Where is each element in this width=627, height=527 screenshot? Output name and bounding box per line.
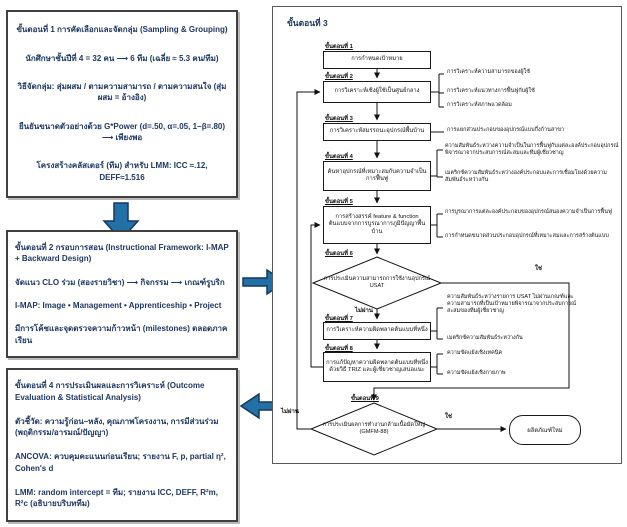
step3-flow-panel xyxy=(272,6,622,464)
step1-label: ขั้นตอนที่ 1 xyxy=(325,44,353,50)
box4-line-lmm: LMM: random intercept = ทีม; รายงาน ICC, DEFF, R²m, R²c (อธิบายบริบททีม) xyxy=(15,487,219,509)
step2-ann-environment: การวิเคราะห์สภาพแวดล้อม xyxy=(447,102,512,108)
step4-ann-matrix: เมตริกซ์ความสัมพันธ์ระหว่างองค์ประกอบและการเชื่อมโยงด้วยความสัมพันธ์ระหว่างกัน xyxy=(445,170,607,184)
step2-ann-user-ability: การวิเคราะห์ความสามารถของผู้ใช้ xyxy=(447,69,530,75)
step7-ann-usat-relation: ความสัมพันธ์ระหว่างรายการ USAT ไม่ผ่านเกณฑ์และความสามารถที่เป็นเป้าหมายพิจารณาจากประสบการณ์สะสมของทีมผู้เชี่ยวชาญ xyxy=(447,294,577,315)
step3-box: การวิเคราะห์สมรรถนะอุปกรณ์พื้นบ้าน xyxy=(323,123,431,141)
step5-ann-integration: การบูรณาการแต่ละองค์ประกอบของอุปกรณ์สนองความจำเป็นการฟื้นฟู xyxy=(445,209,612,215)
flow-panel-title: ขั้นตอนที่ 3 xyxy=(287,18,328,28)
box1-line-cluster: โครงสร้างคลัสเตอร์ (ทีม) สำหรับ LMM: ICC ≈.12, DEFF≈1.516 xyxy=(36,161,208,183)
step2-box: การวิเคราะห์เชิงผู้ใช้เป็นศูนย์กลาง xyxy=(323,81,431,103)
outcome-evaluation-box xyxy=(6,368,238,522)
step6-label: ขั้นตอนที่ 6 xyxy=(325,251,353,257)
step2-label: ขั้นตอนที่ 2 xyxy=(325,74,353,80)
box2-title: ขั้นตอนที่ 2 กรอบการสอน (Instructional Framework: I-MAP + Backward Design) xyxy=(15,242,229,264)
box2-line-milestones: มีการโค้ชและจุดตรวจความก้าวหน้า (milestones) ตลอดภาคเรียน xyxy=(15,324,228,345)
box1-title: ขั้นตอนที่ 1 การคัดเลือกและจัดกลุ่ม (Sampling & Grouping) xyxy=(16,25,228,35)
sampling-grouping-box xyxy=(6,10,238,198)
step6-yes-label: ใช่ xyxy=(535,266,543,272)
step7-ann-matrix: เมตริกซ์ความสัมพันธ์ระหว่างกัน xyxy=(447,335,523,341)
box2-line-clo: จัดแนว CLO ร่วม (สองรายวิชา) ⟶ กิจกรรม ⟶ เกณฑ์รูบริก xyxy=(15,277,225,287)
step5-ann-sizing: การกำหนดขนาดส่วนประกอบอุปกรณ์ที่เหมาะสมและการสร้างต้นแบบ xyxy=(445,233,609,239)
step6-decision-text: การประเมินความสามารถการใช้งานอุปกรณ์ USAT xyxy=(323,276,431,289)
new-product-terminal: ผลิตภัณฑ์ใหม่ xyxy=(509,415,581,445)
step9-fail-label: ไม่ผ่าน xyxy=(281,409,299,415)
step7-box: การวิเคราะห์ความผิดพลาดต้นแบบที่หนึ่ง xyxy=(323,322,431,340)
box2-line-imap: I-MAP: Image • Management • Apprenticeship • Project xyxy=(15,300,222,310)
step9-decision-text: การประเมินผลการทำงานกล้ามเนื้อมัดใหญ่ (GMFM-88) xyxy=(322,422,426,435)
step1-box: การกำหนดเป้าหมาย xyxy=(323,51,431,69)
step7-label: ขั้นตอนที่ 7 xyxy=(325,316,353,322)
instructional-framework-box xyxy=(6,230,238,358)
step2-ann-rehab-approach: การวิเคราะห์แนวทางการฟื้นฟูกับผู้ใช้ xyxy=(447,88,535,94)
box4-title: ขั้นตอนที่ 4 การประเมินผลและการวิเคราะห์ (Outcome Evaluation & Statistical Analysis) xyxy=(15,381,205,402)
step8-ann-physical-conflict: ความขัดแย้งเชิงกายภาพ xyxy=(447,370,506,376)
step8-label: ขั้นตอนที่ 8 xyxy=(325,346,353,352)
step4-label: ขั้นตอนที่ 4 xyxy=(325,154,353,160)
step4-box: ค้นหาอุปกรณ์ที่เหมาะสมกับความจำเป็นการฟื้นฟู xyxy=(323,161,431,191)
box1-line-gpower: ยืนยันขนาดตัวอย่างด้วย G*Power (d=.50, α=.05, 1−β=.80) ⟶ เพียงพอ xyxy=(18,121,226,143)
box4-line-ancova: ANCOVA: ควบคุมคะแนนก่อนเรียน; รายงาน F, p, partial η², Cohen's d xyxy=(15,452,226,473)
step5-box: การสร้างสรรค์ feature & function ต้นแบบจากการบูรณาการภูมิปัญญาพื้นบ้าน xyxy=(323,206,431,244)
step9-yes-label: ใช่ xyxy=(445,414,453,420)
step6-fail-label: ไม่ผ่าน xyxy=(355,308,373,314)
step8-ann-technical-conflict: ความขัดแย้งเชิงเทคนิค xyxy=(447,350,503,356)
step9-label: ขั้นตอนที่ 9 xyxy=(351,396,379,402)
step5-label: ขั้นตอนที่ 5 xyxy=(325,199,353,205)
step3-ann-decomposition: การแยกส่วนประกอบของอุปกรณ์แบบกึ่งก้านสาขา xyxy=(447,127,565,133)
box1-line-students: นักศึกษาชั้นปีที่ 4 = 32 คน ⟶ 6 ทีม (เฉลี่ย ≈ 5.3 คน/ทีม) xyxy=(25,53,219,63)
box1-line-grouping: วิธีจัดกลุ่ม: สุ่มผสม / ตามความสามารถ / ตามความสนใจ (สุ่มผสม = อ้างอิง) xyxy=(17,81,227,103)
step4-ann-relationship: ความสัมพันธ์ระหว่างความจำเป็นในการฟื้นฟูกับแต่ละองค์ประกอบอุปกรณ์พิจารณาจากประสบการณ์สะสมและทีมผู้เชี่ยวชาญ xyxy=(445,143,619,157)
step8-box: การแก้ปัญหาความผิดพลาดต้นแบบที่หนึ่งด้วยวิธี TRIZ และผู้เชี่ยวชาญเสนอแนะ xyxy=(323,352,431,382)
box4-line-indicators: ตัวชี้วัด: ความรู้ก่อน–หลัง, คุณภาพโครงงาน, การมีส่วนร่วม (พฤติกรรม/อารมณ์/ปัญญา) xyxy=(15,416,219,438)
step3-label: ขั้นตอนที่ 3 xyxy=(325,116,353,122)
